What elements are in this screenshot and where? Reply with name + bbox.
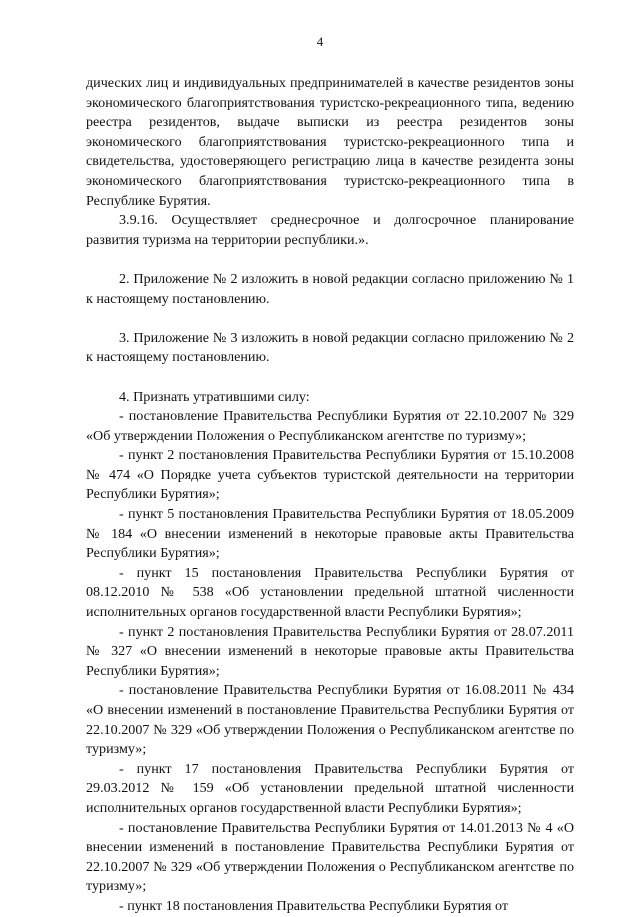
document-paragraph: - пункт 17 постановления Правительства Республики Бурятия от 29.03.2012 № 159 «Об установлении предельной штатной численности исполнительных органов государственной власти Республики Бурятия»; [86,760,574,816]
document-paragraph: 2. Приложение № 2 изложить в новой редакции согласно приложению № 1 к настоящему постановлению. [86,270,574,307]
document-paragraph: 3.9.16. Осуществляет среднесрочное и долгосрочное планирование развития туризма на территории республики.». [86,212,574,248]
document-paragraph: - пункт 2 постановления Правительства Республики Бурятия от 28.07.2011 № 327 «О внесении изменений в некоторые правовые акты Правительства Республики Бурятия»; [86,623,574,679]
document-paragraph: - постановление Правительства Республики Бурятия от 16.08.2011 № 434 «О внесении изменений в постановление Правительства Республики Бурятия от 22.10.2007 № 329 «Об утверждении Положения о Республиканском агентстве по туризму»; [86,682,574,758]
document-paragraph: - постановление Правительства Республики Бурятия от 14.01.2013 № 4 «О внесении изменений в постановление Правительства Республики Бурятия от 22.10.2007 № 329 «Об утверждении Положения о Республиканском агентстве по туризму»; [86,819,574,895]
document-paragraph: дических лиц и индивидуальных предпринимателей в качестве резидентов зоны экономического благоприятствования туристско-рекреационного типа, ведению реестра резидентов, выдаче выписки из реестра резидентов зоны экономического благоприятствования туристско-рекреационного типа и свидетельства, удостоверяющего регистрацию лица в качестве резидента зоны экономического благоприятствования туристско-рекреационного типа в Республике Бурятия. [86,75,574,209]
page-number: 4 [316,34,324,49]
document-paragraph: 3. Приложение № 3 изложить в новой редакции согласно приложению № 2 к настоящему постановлению. [86,329,574,366]
document-paragraph: - пункт 5 постановления Правительства Республики Бурятия от 18.05.2009 № 184 «О внесении изменений в некоторые правовые акты Правительства Республики Бурятия»; [86,506,574,562]
document-paragraph: - пункт 2 постановления Правительства Республики Бурятия от 15.10.2008 № 474 «О Порядке учета субъектов туристской деятельности на территории Республики Бурятия»; [86,447,574,503]
document-paragraph: 4. Признать утратившими силу: [119,388,310,405]
document-paragraph: - постановление Правительства Республики Бурятия от 22.10.2007 № 329 «Об утверждении Положения о Республиканском агентстве по туризму»; [86,408,574,444]
document-body [86,74,574,917]
document-paragraph: - пункт 15 постановления Правительства Республики Бурятия от 08.12.2010 № 538 «Об установлении предельной штатной численности исполнительных органов государственной власти Республики Бурятия»; [86,564,574,621]
document-paragraph: - пункт 18 постановления Правительства Республики Бурятия от [119,897,509,914]
